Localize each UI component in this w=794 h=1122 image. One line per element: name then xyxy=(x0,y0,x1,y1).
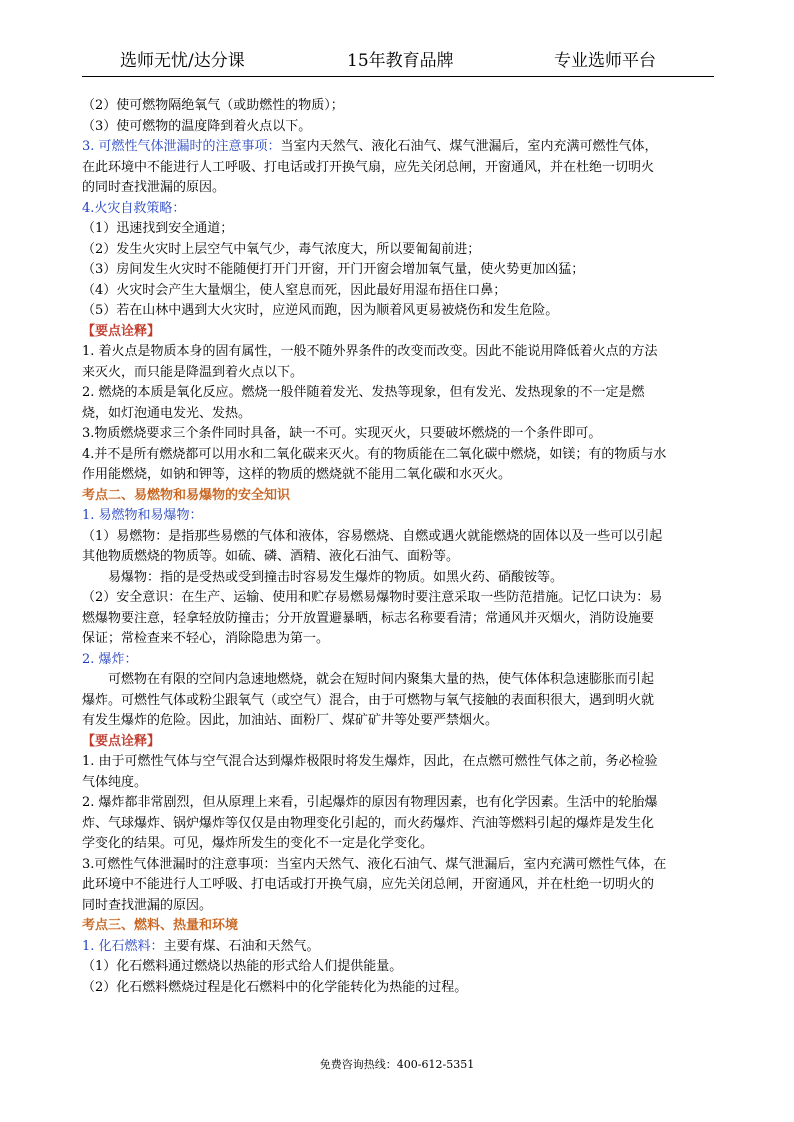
body-text: 主要有煤、石油和天然气。 xyxy=(163,938,320,954)
text-line xyxy=(82,978,712,999)
text-line xyxy=(82,158,712,179)
document-body xyxy=(82,96,712,998)
text-line xyxy=(82,260,712,281)
text-line xyxy=(82,342,712,363)
body-text: （2）化石燃料燃烧过程是化石燃料中的化学能转化为热能的过程。 xyxy=(82,979,468,995)
text-line xyxy=(82,670,712,691)
body-text: 此环境中不能进行人工呼吸、打电话或打开换气扇，应先关闭总闸，开窗通风，并在杜绝一切明火的 xyxy=(82,877,655,892)
text-line xyxy=(82,117,712,138)
text-line xyxy=(82,424,712,445)
body-text: （3）使可燃物的温度降到着火点以下。 xyxy=(82,118,312,134)
topic-label: 4.火灾自救策略： xyxy=(82,200,186,216)
text-line xyxy=(82,711,712,732)
body-text: （1）化石燃料通过燃烧以热能的形式给人们提供能量。 xyxy=(82,959,403,974)
body-text: 保证；常检查来不轻心，消除隐患为第一。 xyxy=(82,631,330,646)
text-line xyxy=(82,506,712,527)
key-points-heading: 【要点诠释】 xyxy=(82,323,161,339)
text-line xyxy=(82,691,712,712)
body-text: 爆炸。可燃性气体或粉尘跟氧气（或空气）混合，由于可燃物与氧气接触的表面积很大，遇到明火就 xyxy=(82,692,655,708)
body-text: 学变化的结果。可见，爆炸所发生的变化不一定是化学变化。 xyxy=(82,836,434,851)
body-text: 4.并不是所有燃烧都可以用水和二氧化碳来灭火。有的物质能在二氧化碳中燃烧，如镁；有的物质与水 xyxy=(82,446,667,462)
body-text: 其他物质燃烧的物质等。如硫、磷、酒精、液化石油气、面粉等。 xyxy=(82,549,460,564)
text-line xyxy=(82,363,712,384)
text-line xyxy=(82,896,712,917)
body-text: （3）房间发生火灾时不能随便打开门开窗，开门开窗会增加氧气量，使火势更加凶猛； xyxy=(82,262,585,277)
body-text: 1. 着火点是物质本身的固有属性，一般不随外界条件的改变而改变。因此不能说用降低着火点的方法 xyxy=(82,344,658,359)
text-line xyxy=(82,178,712,199)
body-text: （2）安全意识：在生产、运输、使用和贮存易燃易爆物时要注意采取一些防范措施。记忆口诀为：易 xyxy=(82,590,663,605)
body-text: 1. 由于可燃性气体与空气混合达到爆炸极限时将发生爆炸，因此，在点燃可燃性气体之前，务必检验 xyxy=(82,754,658,769)
body-text: 易爆物：指的是受热或受到撞击时容易发生爆炸的物质。如黑火药、硝酸铵等。 xyxy=(108,569,564,585)
body-text: 在此环境中不能进行人工呼吸、打电话或打开换气扇，应先关闭总闸，开窗通风，并在杜绝一切明火 xyxy=(82,159,655,175)
text-line xyxy=(82,199,712,220)
text-line xyxy=(82,96,712,117)
text-line xyxy=(82,773,712,794)
text-line xyxy=(82,793,712,814)
text-line xyxy=(82,219,712,240)
text-line xyxy=(82,404,712,425)
body-text: 的同时查找泄漏的原因。 xyxy=(82,180,226,195)
header-platform: 专业选师平台 xyxy=(554,51,656,71)
body-text: （1）迅速找到安全通道； xyxy=(82,221,234,236)
text-line xyxy=(82,322,712,343)
text-line xyxy=(82,383,712,404)
body-text: 炸、气球爆炸、锅炉爆炸等仅仅是由物理变化引起的，而火药爆炸、汽油等燃料引起的爆炸是发生化 xyxy=(82,815,655,831)
body-text: 来灭火，而只能是降温到着火点以下。 xyxy=(82,364,304,380)
body-text: 烧，如灯泡通电发光、发热。 xyxy=(82,405,252,421)
text-line xyxy=(82,732,712,753)
header-slogan: 15年教育品牌 xyxy=(347,51,454,71)
text-line xyxy=(82,547,712,568)
topic-label: 1. 化石燃料： xyxy=(82,938,164,954)
text-line xyxy=(82,875,712,896)
header-brand: 选师无忧/达分课 xyxy=(120,51,245,71)
body-text: （5）若在山林中遇到大火灾时，应逆风而跑，因为顺着风更易被烧伤和发生危险。 xyxy=(82,303,559,318)
page-header xyxy=(82,50,714,77)
body-text: 3.物质燃烧要求三个条件同时具备，缺一不可。实现灭火，只要破坏燃烧的一个条件即可。 xyxy=(82,426,602,441)
body-text: 作用能燃烧，如钠和钾等，这样的物质的燃烧就不能用二氧化碳和水灭火。 xyxy=(82,467,512,482)
body-text: 当室内天然气、液化石油气、煤气泄漏后，室内充满可燃性气体， xyxy=(280,139,658,154)
body-text: （1）易燃物：是指那些易燃的气体和液体，容易燃烧、自燃或遇火就能燃烧的固体以及一些可以引起 xyxy=(82,528,663,544)
text-line xyxy=(82,650,712,671)
text-line xyxy=(82,568,712,589)
key-points-heading: 【要点诠释】 xyxy=(82,733,161,749)
text-line xyxy=(82,137,712,158)
text-line xyxy=(82,957,712,978)
text-line xyxy=(82,465,712,486)
footer-hotline: 免费咨询热线：400-612-5351 xyxy=(319,1058,475,1071)
text-line xyxy=(82,527,712,548)
section-heading: 考点三、燃料、热量和环境 xyxy=(82,918,239,933)
section-heading: 考点二、易燃物和易爆物的安全知识 xyxy=(82,487,291,503)
text-line xyxy=(82,588,712,609)
text-line xyxy=(82,752,712,773)
text-line xyxy=(82,445,712,466)
text-line xyxy=(82,281,712,302)
text-line xyxy=(82,855,712,876)
text-line xyxy=(82,609,712,630)
body-text: （2）使可燃物隔绝氧气（或助燃性的物质）； xyxy=(82,98,344,113)
body-text: （2）发生火灾时上层空气中氧气少，毒气浓度大，所以要匍匐前进； xyxy=(82,241,481,257)
text-line xyxy=(82,937,712,958)
topic-label: 2. 爆炸： xyxy=(82,651,138,667)
topic-label: 1. 易燃物和易爆物： xyxy=(82,508,203,523)
text-line xyxy=(82,629,712,650)
body-text: 2. 爆炸都非常剧烈，但从原理上来看，引起爆炸的原因有物理因素，也有化学因素。生活中的轮胎爆 xyxy=(82,795,658,810)
text-line xyxy=(82,240,712,261)
body-text: 3.可燃性气体泄漏时的注意事项：当室内天然气、液化石油气、煤气泄漏后，室内充满可燃性气体，在 xyxy=(82,856,667,872)
body-text: 气体纯度。 xyxy=(82,774,148,790)
text-line xyxy=(82,486,712,507)
text-line xyxy=(82,834,712,855)
body-text: 可燃物在有限的空间内急速地燃烧，就会在短时间内聚集大量的热，使气体体积急速膨胀而引起 xyxy=(108,672,655,687)
body-text: 2. 燃烧的本质是氧化反应。燃烧一般伴随着发光、发热等现象，但有发光、发热现象的不一定是燃 xyxy=(82,385,645,400)
text-line xyxy=(82,814,712,835)
body-text: 有发生爆炸的危险。因此，加油站、面粉厂、煤矿矿井等处要严禁烟火。 xyxy=(82,713,499,728)
body-text: 同时查找泄漏的原因。 xyxy=(82,897,213,913)
body-text: 燃爆物要注意，轻拿轻放防撞击；分开放置避暴晒，标志名称要看清；常通风并灭烟火，消防设施要 xyxy=(82,610,655,626)
topic-label: 3. 可燃性气体泄漏时的注意事项： xyxy=(82,139,281,154)
body-text: （4）火灾时会产生大量烟尘，使人窒息而死，因此最好用湿布捂住口鼻； xyxy=(82,282,507,298)
text-line xyxy=(82,916,712,937)
text-line xyxy=(82,301,712,322)
